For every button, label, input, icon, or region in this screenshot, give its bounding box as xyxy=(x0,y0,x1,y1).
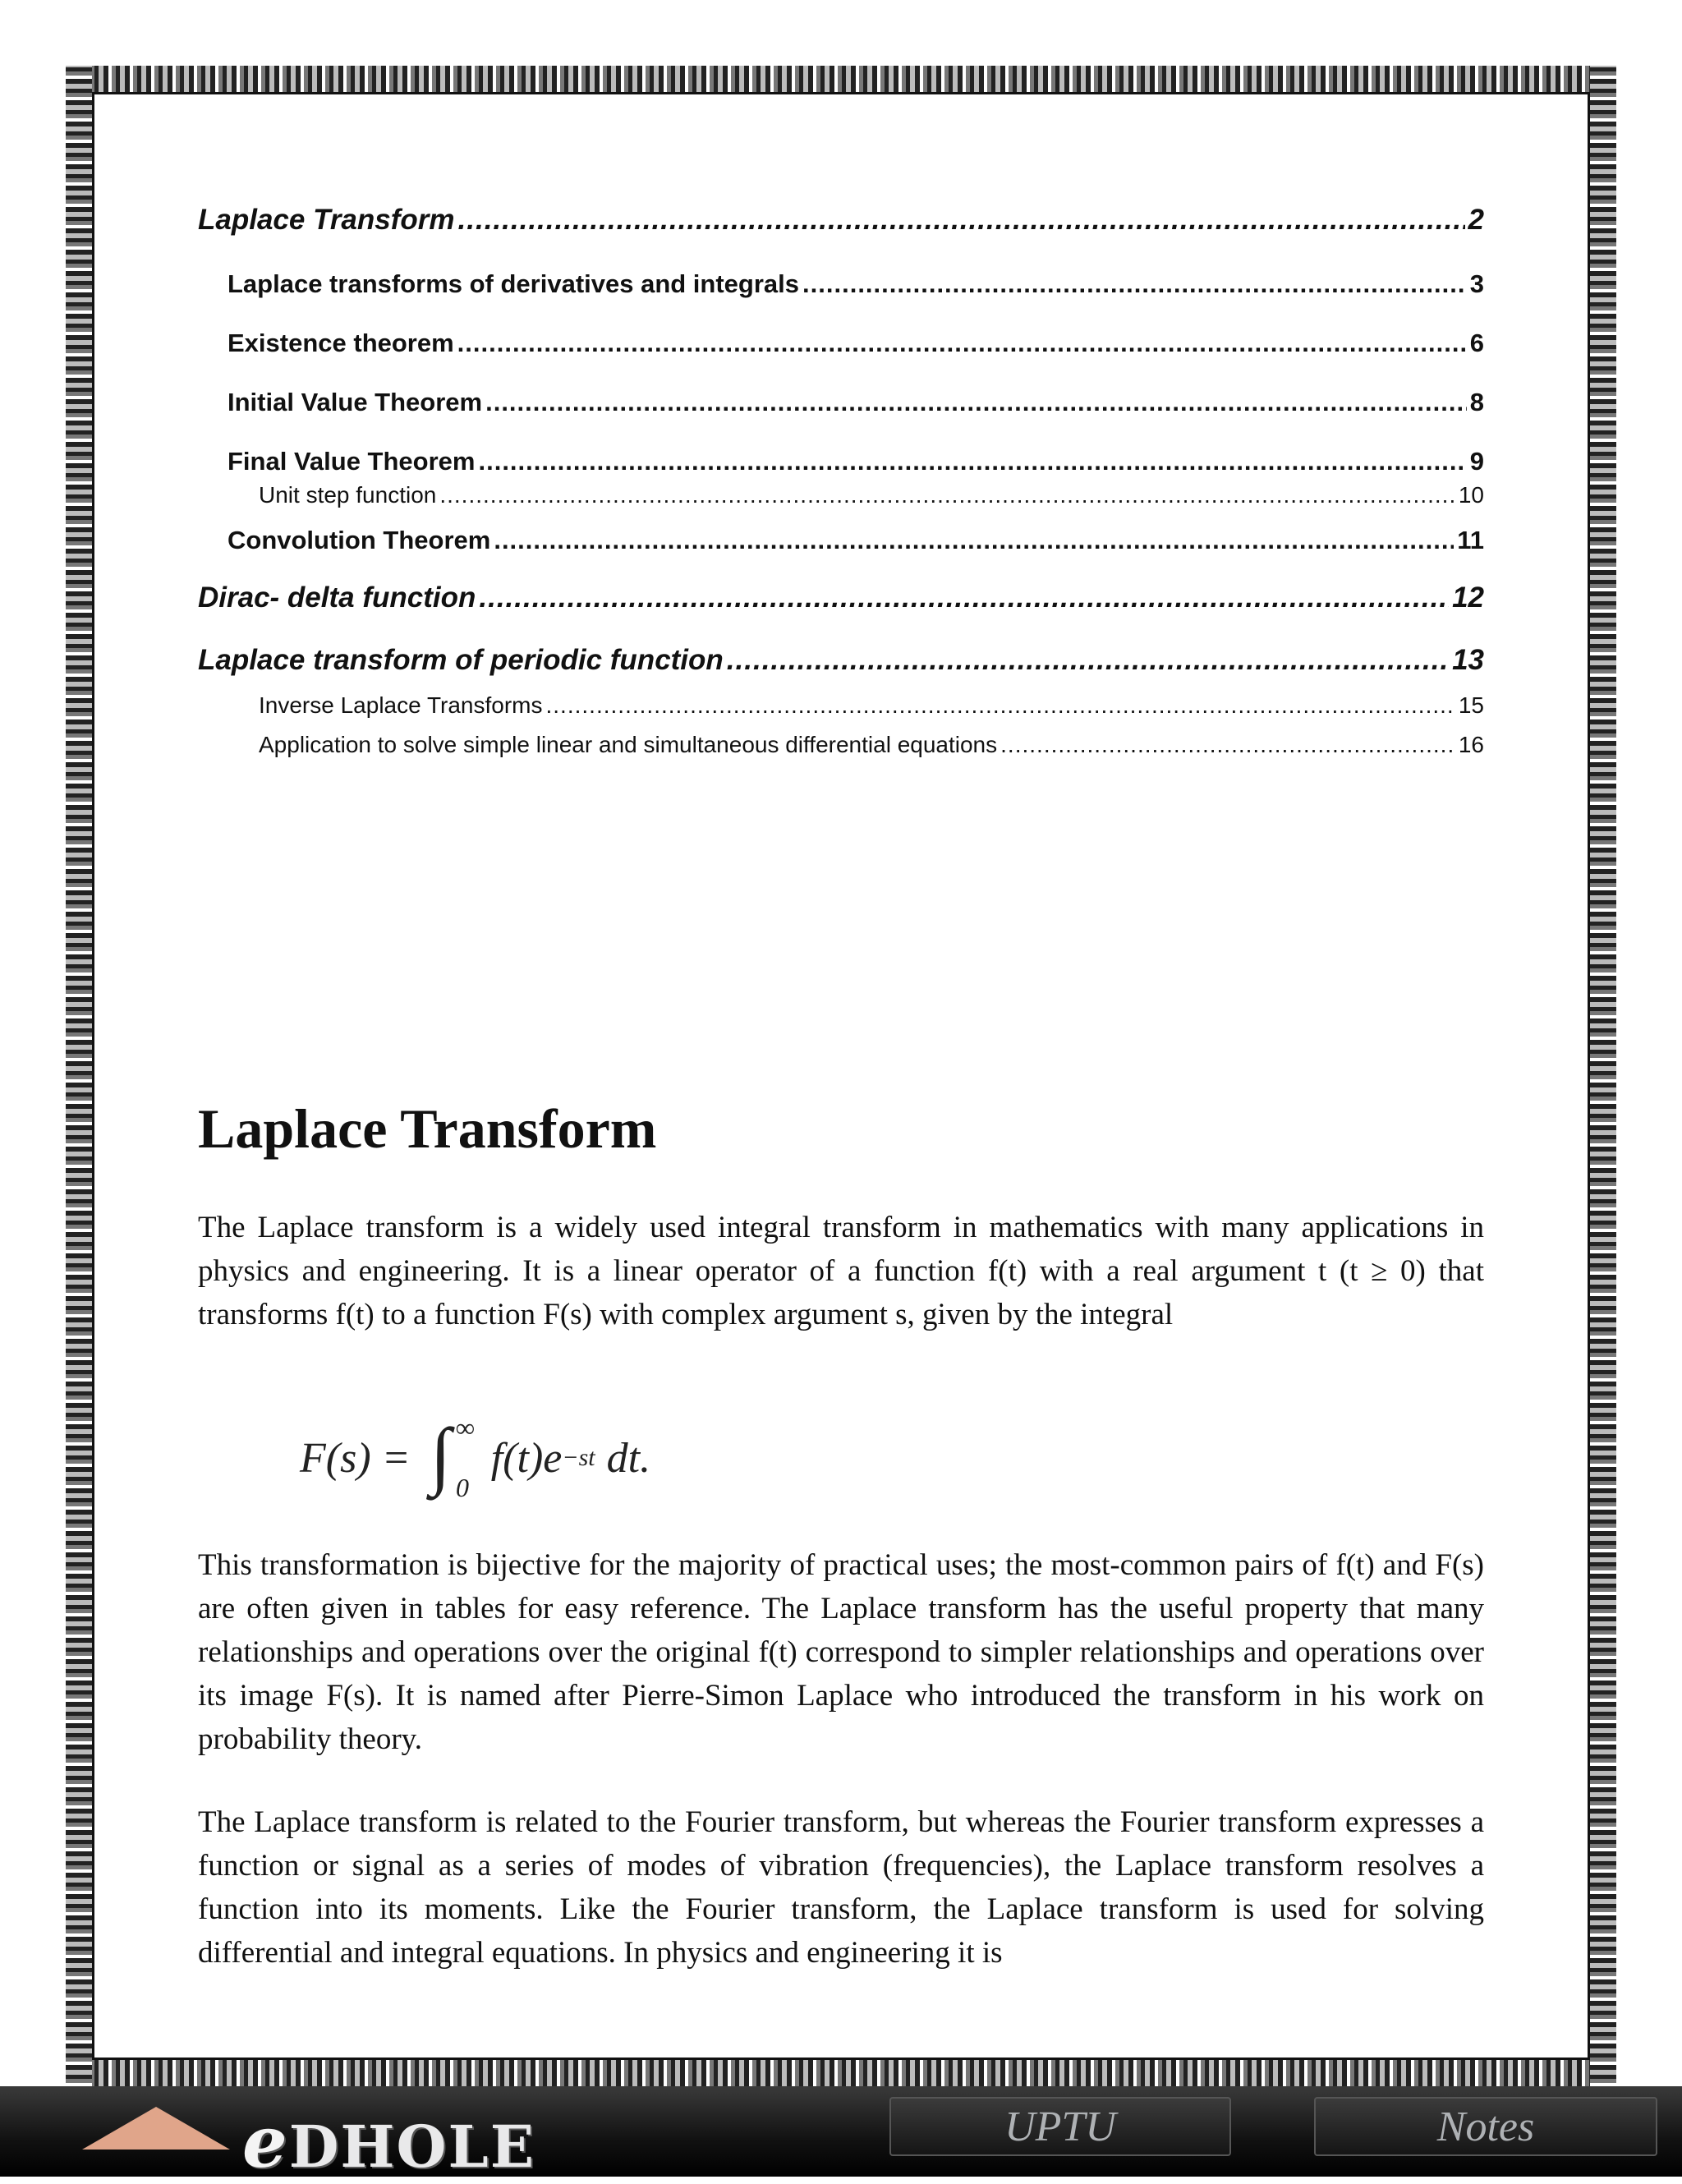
paragraph-intro: The Laplace transform is a widely used integral transform in mathematics with many applications in physics and engineering. It is a linear operator of a function f(t) with a real argument t (t ≥ 0) that transforms f(t) to a function F(s) with complex argument s, given by the integral xyxy=(198,1211,1484,1331)
toc-leader xyxy=(439,476,1455,514)
formula-exponent: −st xyxy=(562,1444,595,1471)
paragraph-fourier: The Laplace transform is related to the Fourier transform, but whereas the Fourier transform expresses a function or signal as a series of modes of vibration (frequencies), the Laplace transform resolves a function into its moments. Like the Fourier transform, the Laplace transform is used for solving differential and integral equations. In physics and engineering it is xyxy=(198,1805,1484,1970)
laplace-formula xyxy=(300,1413,650,1503)
toc-leader xyxy=(546,687,1455,724)
toc-entry-page: 8 xyxy=(1469,388,1484,416)
toc-entry[interactable] xyxy=(198,476,1484,516)
toc-entry-page: 9 xyxy=(1469,447,1484,476)
uptu-tag[interactable]: UPTU xyxy=(889,2097,1231,2156)
paragraph-properties: This transformation is bijective for the majority of practical uses; the most-common pairs of f(t) and F(s) are often given in tables for easy reference. The Laplace transform has the useful property that many relationships and operations over the original f(t) correspond to simpler relationships and operations over its image F(s). It is named after Pierre-Simon Laplace who introduced the transform in his work on probability theory. xyxy=(198,1548,1484,1756)
notes-tag[interactable]: Notes xyxy=(1314,2097,1657,2156)
toc-entry-page: 3 xyxy=(1469,269,1484,298)
toc-entry[interactable] xyxy=(198,726,1484,766)
toc-leader xyxy=(478,437,1466,476)
integral-limits xyxy=(456,1413,475,1503)
border-bottom xyxy=(66,2060,1616,2086)
border-left xyxy=(66,66,92,2086)
toc-entry-title: Final Value Theorem xyxy=(227,447,476,476)
toc-entry-page: 12 xyxy=(1452,582,1484,614)
toc-entry[interactable] xyxy=(198,687,1484,726)
formula-integrand: f(t)e xyxy=(490,1434,563,1482)
toc-entry-title: Application to solve simple linear and simultaneous differential equations xyxy=(259,732,998,757)
formula-tail: dt. xyxy=(606,1434,651,1482)
toc-entry-title: Inverse Laplace Transforms xyxy=(259,692,543,718)
integral-sign: ∫ xyxy=(430,1413,451,1497)
toc-entry[interactable] xyxy=(198,260,1484,319)
border-right xyxy=(1590,66,1616,2086)
toc-entry-page: 6 xyxy=(1469,329,1484,357)
toc-leader xyxy=(457,319,1467,368)
integral-upper-limit: ∞ xyxy=(455,1413,475,1442)
formula-lhs: F(s) = xyxy=(300,1434,411,1482)
toc-leader xyxy=(494,516,1454,565)
toc-entry[interactable] xyxy=(198,437,1484,476)
toc-entry[interactable] xyxy=(198,378,1484,437)
toc-entry-title: Laplace transforms of derivatives and integrals xyxy=(227,269,800,298)
logo-rest: DHOLE xyxy=(288,2113,536,2181)
toc-leader xyxy=(458,197,1465,243)
table-of-contents xyxy=(198,197,1484,766)
toc-entry-page: 16 xyxy=(1458,732,1484,757)
toc-entry-title: Initial Value Theorem xyxy=(227,388,483,416)
logo-e: e xyxy=(242,2101,289,2184)
toc-entry-title: Laplace transform of periodic function xyxy=(198,644,724,676)
toc-entry-page: 15 xyxy=(1458,692,1484,718)
section-heading: Laplace Transform xyxy=(198,1097,657,1160)
toc-leader xyxy=(727,637,1449,683)
border-top xyxy=(66,66,1616,92)
pyramid-logo-icon xyxy=(82,2107,230,2150)
toc-entry-title: Existence theorem xyxy=(227,329,454,357)
toc-leader xyxy=(1000,726,1455,764)
toc-leader xyxy=(479,575,1449,621)
toc-entry[interactable] xyxy=(198,575,1484,637)
edhole-logo[interactable] xyxy=(242,2101,535,2184)
toc-leader xyxy=(802,260,1467,309)
toc-entry-title: Convolution Theorem xyxy=(227,526,491,554)
toc-entry[interactable] xyxy=(198,319,1484,378)
toc-entry-page: 2 xyxy=(1468,204,1484,236)
toc-entry[interactable] xyxy=(198,637,1484,687)
toc-entry-title: Laplace Transform xyxy=(198,204,455,236)
toc-entry-page: 13 xyxy=(1452,644,1484,676)
toc-entry[interactable] xyxy=(198,197,1484,260)
integral-lower-limit: 0 xyxy=(455,1473,469,1502)
toc-entry-title: Unit step function xyxy=(259,482,437,508)
toc-entry-page: 11 xyxy=(1457,526,1484,554)
toc-leader xyxy=(485,378,1467,427)
toc-entry[interactable] xyxy=(198,516,1484,575)
toc-entry-page: 10 xyxy=(1458,482,1484,508)
toc-entry-title: Dirac- delta function xyxy=(198,582,476,614)
